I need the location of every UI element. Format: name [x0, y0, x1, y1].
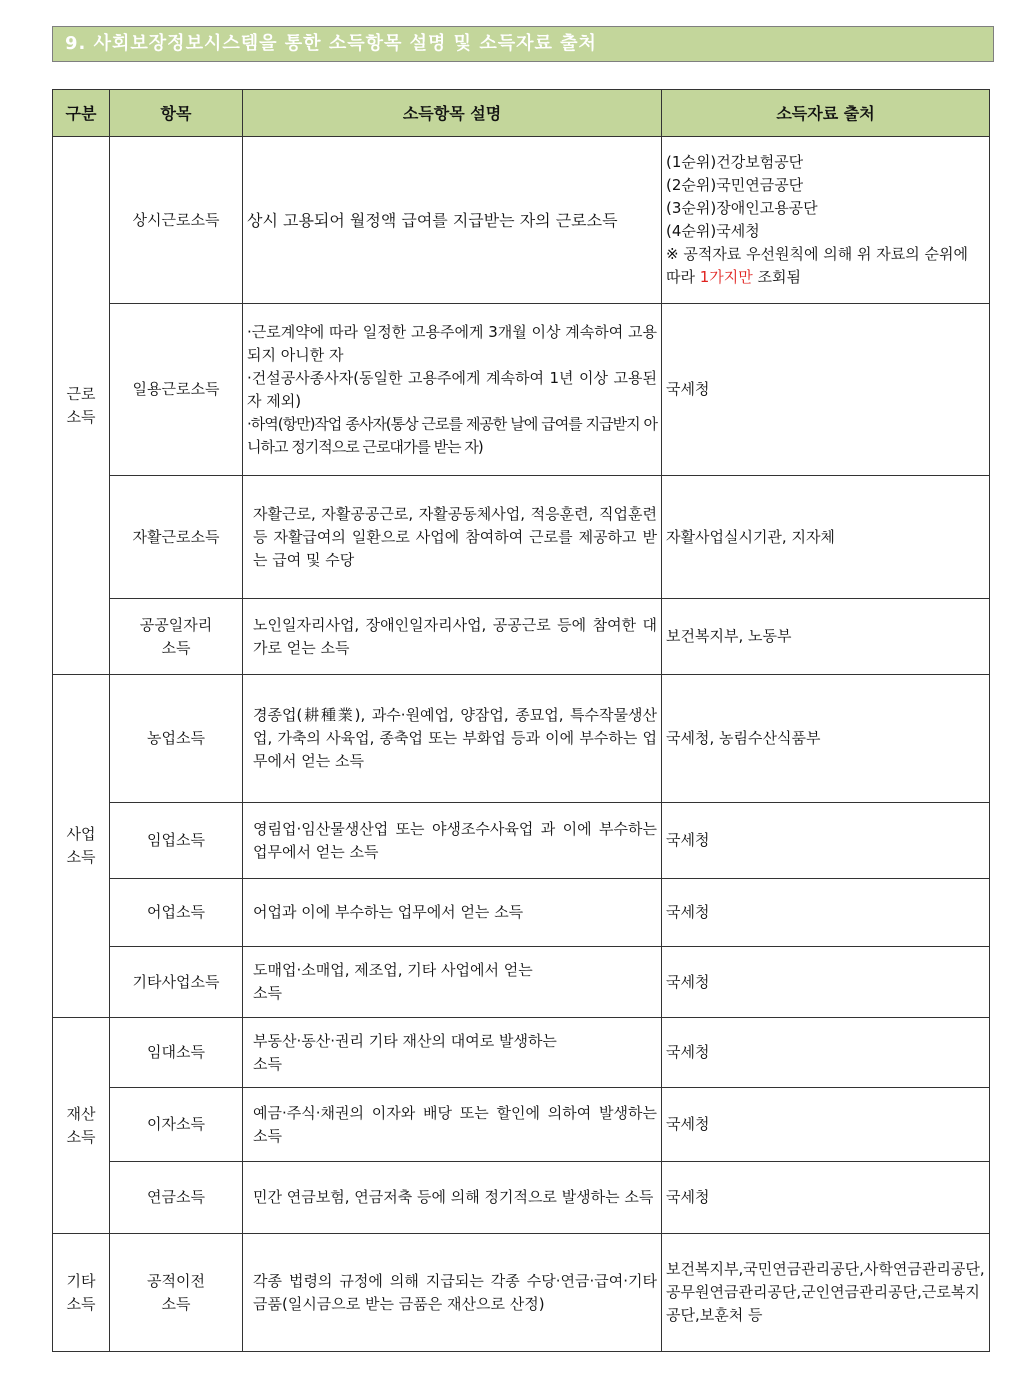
src-interest: 국세청 — [662, 1088, 990, 1162]
src-public-job: 보건복지부, 노동부 — [662, 599, 990, 675]
category-property: 재산 소득 — [53, 1018, 110, 1234]
item-interest: 이자소득 — [110, 1088, 243, 1162]
desc-farm: 경종업(耕種業), 과수·원예업, 양잠업, 종묘업, 특수작물생산업, 가축의 사육업, 종축업 또는 부화업 등과 이에 부수하는 업무에서 얻는 소득 — [243, 675, 662, 803]
item-public-transfer: 공적이전 소득 — [110, 1234, 243, 1352]
item-daily-labor: 일용근로소득 — [110, 304, 243, 476]
header-row — [53, 90, 990, 137]
table-row — [53, 304, 990, 476]
table-row — [53, 1162, 990, 1234]
header-category: 구분 — [53, 90, 110, 137]
src-daily-labor: 국세청 — [662, 304, 990, 476]
src-rent: 국세청 — [662, 1018, 990, 1088]
desc-fish: 어업과 이에 부수하는 업무에서 얻는 소득 — [243, 879, 662, 947]
table-row — [53, 476, 990, 599]
table-row — [53, 803, 990, 879]
item-fish: 어업소득 — [110, 879, 243, 947]
src-public-transfer: 보건복지부,국민연금관리공단,사학연금관리공단,공무원연금관리공단,군인연금관리공단,근로복지공단,보훈처 등 — [662, 1234, 990, 1352]
item-forest: 임업소득 — [110, 803, 243, 879]
income-sources-table — [52, 89, 990, 1352]
header-description: 소득항목 설명 — [243, 90, 662, 137]
item-selfsupport-labor: 자활근로소득 — [110, 476, 243, 599]
table-row — [53, 675, 990, 803]
item-regular-labor: 상시근로소득 — [110, 137, 243, 304]
src-regular-labor: (1순위)건강보험공단 (2순위)국민연금공단 (3순위)장애인고용공단 (4순위)국세청 ※ 공적자료 우선원칙에 의해 위 자료의 순위에 따라 1가지만 조회됨 — [662, 137, 990, 304]
desc-other-business: 도매업·소매업, 제조업, 기타 사업에서 얻는 소득 — [243, 947, 662, 1018]
priority-note: ※ 공적자료 우선원칙에 의해 위 자료의 순위에 따라 1가지만 조회됨 — [666, 245, 968, 286]
category-labor: 근로 소득 — [53, 137, 110, 675]
desc-selfsupport-labor: 자활근로, 자활공공근로, 자활공동체사업, 적응훈련, 직업훈련 등 자활급여의 일환으로 사업에 참여하여 근로를 제공하고 받는 급여 및 수당 — [243, 476, 662, 599]
src-selfsupport-labor: 자활사업실시기관, 지자체 — [662, 476, 990, 599]
table-row — [53, 599, 990, 675]
table-row — [53, 879, 990, 947]
src-farm: 국세청, 농림수산식품부 — [662, 675, 990, 803]
src-fish: 국세청 — [662, 879, 990, 947]
item-pension: 연금소득 — [110, 1162, 243, 1234]
table-row — [53, 947, 990, 1018]
header-item: 항목 — [110, 90, 243, 137]
priority-note-highlight: 1가지만 — [699, 268, 753, 286]
category-business: 사업 소득 — [53, 675, 110, 1018]
table-row — [53, 1018, 990, 1088]
desc-rent: 부동산·동산·권리 기타 재산의 대여로 발생하는 소득 — [243, 1018, 662, 1088]
desc-daily-labor: ·근로계약에 따라 일정한 고용주에게 3개월 이상 계속하여 고용되지 아니한 자 ·건설공사종사자(동일한 고용주에게 계속하여 1년 이상 고용된 자 제외) ·하역(항만)작업 종사자(통상 근로를 제공한 날에 급여를 지급받지 아니하고 정기적으로 근로대가를 받는 자) — [243, 304, 662, 476]
desc-public-transfer: 각종 법령의 규정에 의해 지급되는 각종 수당·연금·급여·기타금품(일시금으로 받는 금품은 재산으로 산정) — [243, 1234, 662, 1352]
table-row — [53, 137, 990, 304]
desc-pension: 민간 연금보험, 연금저축 등에 의해 정기적으로 발생하는 소득 — [243, 1162, 662, 1234]
desc-forest: 영림업·임산물생산업 또는 야생조수사육업 과 이에 부수하는 업무에서 얻는 소득 — [243, 803, 662, 879]
table-row — [53, 1234, 990, 1352]
item-other-business: 기타사업소득 — [110, 947, 243, 1018]
item-public-job: 공공일자리 소득 — [110, 599, 243, 675]
src-forest: 국세청 — [662, 803, 990, 879]
header-source: 소득자료 출처 — [662, 90, 990, 137]
src-pension: 국세청 — [662, 1162, 990, 1234]
src-other-business: 국세청 — [662, 947, 990, 1018]
item-farm: 농업소득 — [110, 675, 243, 803]
category-others: 기타 소득 — [53, 1234, 110, 1352]
section-title: 9. 사회보장정보시스템을 통한 소득항목 설명 및 소득자료 출처 — [52, 26, 994, 62]
table-row — [53, 1088, 990, 1162]
item-rent: 임대소득 — [110, 1018, 243, 1088]
desc-interest: 예금·주식·채권의 이자와 배당 또는 할인에 의하여 발생하는 소득 — [243, 1088, 662, 1162]
desc-public-job: 노인일자리사업, 장애인일자리사업, 공공근로 등에 참여한 대가로 얻는 소득 — [243, 599, 662, 675]
desc-regular-labor: 상시 고용되어 월정액 급여를 지급받는 자의 근로소득 — [243, 137, 662, 304]
